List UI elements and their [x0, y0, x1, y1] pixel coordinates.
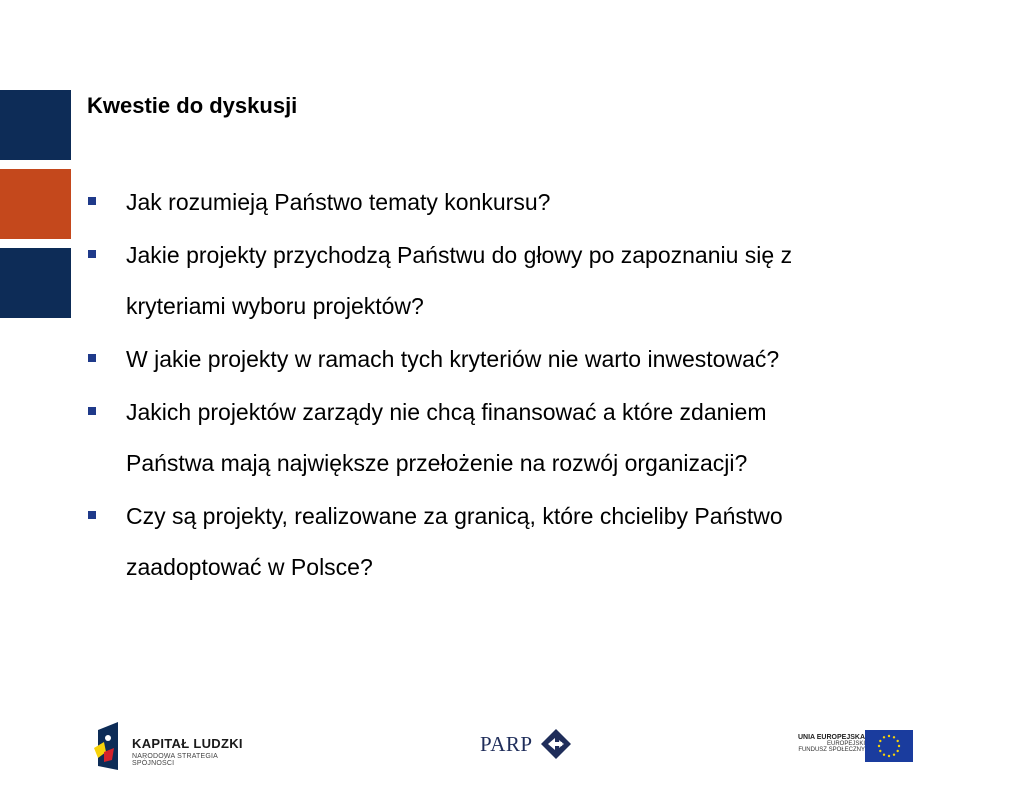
kapital-ludzki-subtitle: NARODOWA STRATEGIA SPÓJNOŚCI	[132, 753, 218, 767]
list-item	[88, 230, 918, 332]
orange-block	[0, 169, 71, 239]
eu-flag-icon	[865, 730, 913, 762]
list-item	[88, 491, 918, 593]
eu-line3: FUNDUSZ SPOŁECZNY	[798, 747, 865, 753]
parp-arrows-icon	[540, 728, 572, 760]
bullet-text-line1: Jak rozumieją Państwo tematy konkursu?	[126, 189, 551, 215]
list-item	[88, 387, 918, 489]
bullet-text-line2: kryteriami wyboru projektów?	[126, 293, 424, 319]
bullet-square-icon	[88, 197, 96, 205]
bullet-square-icon	[88, 250, 96, 258]
navy-block-bottom	[0, 248, 71, 318]
kapital-ludzki-mark-icon	[92, 718, 126, 774]
list-item	[88, 334, 918, 385]
kapital-ludzki-logo	[92, 718, 262, 774]
bullet-list	[88, 177, 918, 595]
slide-title: Kwestie do dyskusji	[87, 93, 298, 118]
eu-line2: EUROPEJSKI	[826, 741, 865, 747]
list-item	[88, 177, 918, 228]
navy-block-top	[0, 90, 71, 160]
bullet-text-line2: zaadoptować w Polsce?	[126, 554, 373, 580]
bullet-text-line1: Czy są projekty, realizowane za granicą, które chcieliby Państwo	[126, 503, 783, 529]
eu-line1: UNIA EUROPEJSKA	[797, 734, 865, 741]
bullet-text-line1: Jakie projekty przychodzą Państwu do głowy po zapoznaniu się z	[126, 242, 793, 268]
footer-logos	[0, 712, 1024, 782]
bullet-text-line1: Jakich projektów zarządy nie chcą finansować a które zdaniem	[126, 399, 767, 425]
eu-logo	[790, 728, 920, 764]
bullet-square-icon	[88, 354, 96, 362]
parp-name: PARP	[480, 732, 533, 756]
bullet-square-icon	[88, 407, 96, 415]
bullet-text-line2: Państwa mają największe przełożenie na rozwój organizacji?	[126, 450, 748, 476]
kapital-ludzki-name: KAPITAŁ LUDZKI	[132, 736, 243, 751]
bullet-square-icon	[88, 511, 96, 519]
bullet-text-line1: W jakie projekty w ramach tych kryteriów nie warto inwestować?	[126, 346, 780, 372]
parp-logo	[480, 728, 580, 764]
